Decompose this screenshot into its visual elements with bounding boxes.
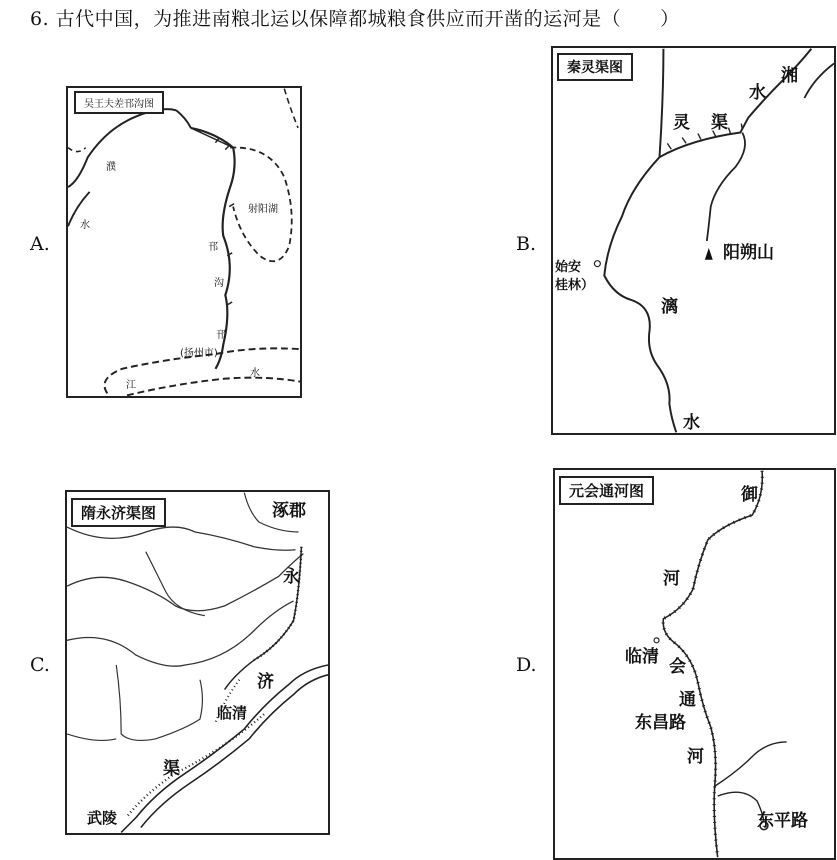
label-hui: 会 <box>669 657 686 677</box>
river-d-1 <box>715 742 787 786</box>
label-pu: 濮 <box>106 162 116 173</box>
label-yu: 御 <box>741 485 758 505</box>
yangtze-lower <box>127 378 300 396</box>
label-he-d2: 河 <box>687 747 704 767</box>
label-jiang: 江 <box>126 380 136 391</box>
shian-city-dot <box>594 261 600 267</box>
label-yangshuo-mountain: 阳朔山 <box>723 243 774 263</box>
li-river-line <box>604 49 676 433</box>
label-shui-a1: 水 <box>80 220 90 231</box>
label-shui-b2: 水 <box>683 413 700 433</box>
label-linqing-c: 临清 <box>217 704 248 722</box>
label-dongchang: 东昌路 <box>635 713 686 733</box>
map-c-drawing <box>67 492 328 833</box>
option-a-letter: A. <box>30 233 50 255</box>
yellow-river-lower <box>141 675 328 828</box>
label-guilin: 桂林） <box>555 278 595 293</box>
pu-river-end <box>176 110 191 128</box>
label-shui-a2: 水 <box>250 368 260 379</box>
label-zhuojun: 涿郡 <box>272 501 306 521</box>
label-qu-b: 渠 <box>711 113 728 133</box>
river-c-2 <box>67 554 303 611</box>
map-b-lingqu <box>551 46 836 435</box>
label-gou: 沟 <box>214 278 224 289</box>
river-c-1 <box>67 527 295 550</box>
river-c-5 <box>116 665 202 741</box>
label-qu-c: 渠 <box>163 759 180 779</box>
label-xiang: 湘 <box>781 66 798 86</box>
map-b-title: 秦灵渠图 <box>557 53 633 81</box>
label-he-d1: 河 <box>663 569 680 589</box>
map-c-yongji <box>65 490 330 835</box>
hangou-canal-ticks <box>191 128 234 305</box>
label-ji: 济 <box>257 672 274 692</box>
map-c-title: 隋永济渠图 <box>71 498 166 527</box>
tributary-line <box>707 133 745 241</box>
map-d-title: 元会通河图 <box>559 476 654 505</box>
map-d-drawing <box>555 470 834 858</box>
left-dashed <box>68 148 86 152</box>
label-li: 漓 <box>661 297 678 317</box>
map-a-title: 吴王夫差邗沟图 <box>74 91 164 114</box>
top-right-dashed <box>284 89 298 128</box>
river-c-6 <box>67 734 116 741</box>
label-yong: 永 <box>283 567 300 587</box>
option-b-letter: B. <box>516 233 537 255</box>
label-han-2: 邗 <box>216 330 226 341</box>
label-dongping: 东平路 <box>757 811 808 831</box>
label-tong: 通 <box>679 690 696 710</box>
label-han-1: 邗 <box>208 242 218 253</box>
label-ling: 灵 <box>673 113 690 133</box>
yellow-river-upper <box>121 665 328 832</box>
map-a-hangou <box>66 86 302 398</box>
label-shui-b1: 水 <box>749 83 766 103</box>
label-sheyang-lake: 射阳湖 <box>248 204 278 215</box>
question-text: 6. 古代中国，为推进南粮北运以保障都城粮食供应而开凿的运河是（ ） <box>30 8 680 30</box>
map-d-huitong <box>553 468 836 860</box>
label-shian: 始安 <box>555 260 582 275</box>
option-d-letter: D. <box>516 654 537 676</box>
label-linqing-d: 临清 <box>625 647 659 667</box>
label-wuling: 武陵 <box>87 809 118 827</box>
mountain-triangle-icon <box>705 248 713 260</box>
xiang-river-line <box>804 64 834 99</box>
option-c-letter: C. <box>30 654 50 676</box>
map-b-drawing <box>553 48 834 433</box>
label-yangzhou: (扬州市) <box>180 348 218 359</box>
